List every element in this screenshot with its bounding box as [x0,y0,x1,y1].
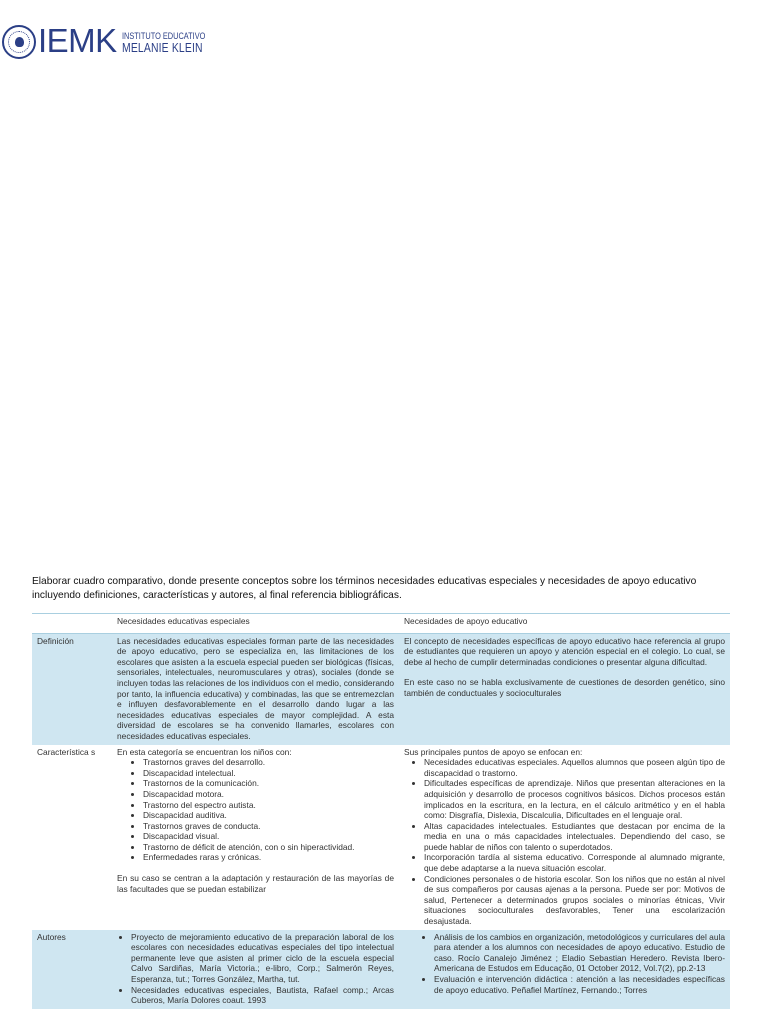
list-item: • Incorporación tardía al sistema educativo. Corresponde al alumnado migrante, que debe adaptarse a la nueva situación escolar. [424,852,725,873]
row-label-definicion: Definición [32,633,112,744]
header-cell-empty [32,614,112,634]
logo-mark: IEMK [38,22,117,59]
cell-caracteristicas-nae [399,745,730,930]
table-row-caracteristicas [32,745,730,930]
header-cell-nae: Necesidades de apoyo educativo [399,614,730,634]
row-label-autores: Autores [32,930,112,1009]
header-cell-nee: Necesidades educativas especiales [112,614,399,634]
logo-line-2: MELANIE KLEIN [121,40,203,55]
list-item: • Discapacidad auditiva. [143,810,394,821]
table-header-row [32,614,730,634]
institution-logo [2,14,223,62]
caracteristicas-nee-intro: En esta categoría se encuentran los niños con: [117,746,292,757]
list-item: • Necesidades educativas especiales. Aquellos alumnos que poseen algún tipo de discapacidad o trastorno. [424,757,725,778]
row-label-caracteristicas: Característica s [37,746,96,757]
list-item: • Análisis de los cambios en organización, metodológicos y curriculares del aula para atender a los alumnos con necesidades de apoyo educativo. Estudio de caso. Rocío Canalejo Jiménez ; Eladio Sebastian Heredero. Revista Ibero-Americana de Estudos em Educação, 01 October 2012, Vol.7(2), pp.2-13 [434,932,725,974]
list-item: • Trastorno de déficit de atención, con o sin hiperactividad. [143,842,394,853]
list-item: • Trastornos de la comunicación. [143,778,394,789]
cell-caracteristicas-nee [112,745,399,930]
list-item: • Trastornos graves de conducta. [143,821,394,832]
logo-line-1: INSTITUTO EDUCATIVO [121,31,206,41]
caracteristicas-nae-list [404,757,725,927]
assignment-instructions: Elaborar cuadro comparativo, donde presente conceptos sobre los términos necesidades educativas especiales y necesidades de apoyo educativo incluyendo definiciones, características y autores, al final referencia bibliográficas. [32,576,697,601]
cell-definicion-nee: Las necesidades educativas especiales forman parte de las necesidades de apoyo educativo, pero se especializa en, las limitaciones de los escolares que asisten a la escuela especial pueden ser biológicas (físicas, sensoriales, intelectuales, neuromusculares y otras), sociales (donde se incluyen todas las relaciones de los individuos con el medio, considerando por tanto, la influencia educativa) y combinadas, las que se entremezclan e influyen desfavorablemente en el desarrollo dando lugar a las necesidades educativas especiales de mayor complejidad. A esta diversidad de escolares se ha convenido llamarles, escolares con necesidades educativas especiales. [112,633,399,744]
table-row-definicion [32,633,730,744]
comparison-table [32,613,730,1009]
list-item: • Necesidades educativas especiales, Bautista, Rafael comp.; Arcas Cuberos, María Dolores coaut. 1993 [131,985,394,1006]
table-row-autores [32,930,730,1009]
list-item: • Discapacidad intelectual. [143,768,394,779]
list-item: • Evaluación e intervención didáctica : atención a las necesidades específicas de apoyo educativo. Peñafiel Martínez, Fernando.; Torres [434,974,725,995]
cell-definicion-nae [399,633,730,744]
list-item: • Trastorno del espectro autista. [143,800,394,811]
list-item: • Trastornos graves del desarrollo. [143,757,394,768]
list-item: • Condiciones personales o de historia escolar. Son los niños que no están al nivel de sus compañeros por causas ajenas a la persona. Puede ser por: Motivos de salud, Pertenecer a determinados grupos sociales o minorías étnicas, Vivir situaciones socioculturales desfavorables, Tener una escolarización desajustada. [424,874,725,927]
definicion-nae-paragraph-1: El concepto de necesidades específicas de apoyo educativo hace referencia al grupo de estudiantes que requieren un apoyo y atención especial en el colegio. Lo cual, se debe al hecho de cumplir determinadas condiciones o presentar alguna dificultad. [404,635,725,667]
autores-nae-list [404,932,725,996]
caracteristicas-nee-outro: En su caso se centran a la adaptación y restauración de las mayorías de las facultades que se puedan estabilizar [117,873,394,894]
cell-autores-nee [112,930,399,1009]
caracteristicas-nee-list [117,757,394,863]
logo-subtitle [122,31,224,53]
cell-autores-nae [399,930,730,1009]
seal-icon [2,25,36,59]
list-item: • Discapacidad motora. [143,789,394,800]
list-item: • Altas capacidades intelectuales. Estudiantes que destacan por encima de la media en una o más capacidades intelectuales. Dependiendo del caso, se puede hablar de niños con talento o superdotados. [424,821,725,853]
list-item: • Enfermedades raras y crónicas. [143,852,394,863]
definicion-nae-paragraph-2: En este caso no se habla exclusivamente de cuestiones de desorden genético, sino también de conductuales y socioculturales [404,677,725,698]
autores-nee-list [117,932,394,1006]
list-item: • Dificultades específicas de aprendizaje. Niños que presentan alteraciones en la adquisición y desarrollo de procesos cognitivos básicos. Dichos procesos están implicados en la escritura, en la lectura, en el cálculo aritmético y en el habla como: Disgrafía, Dislexia, Discalculia, Dificultades en el lenguaje oral. [424,778,725,820]
list-item: • Discapacidad visual. [143,831,394,842]
list-item: • Proyecto de mejoramiento educativo de la preparación laboral de los escolares con necesidades educativas especiales del tipo intelectual permanente leve que asisten al primer ciclo de la escuela especial Calvo Sardiñas, María Victoria.; e-libro, Corp.; Salmerón Reyes, Esperanza, tut.; Torres González, Martha, tut. [131,932,394,985]
caracteristicas-nae-intro: Sus principales puntos de apoyo se enfocan en: [404,746,583,757]
